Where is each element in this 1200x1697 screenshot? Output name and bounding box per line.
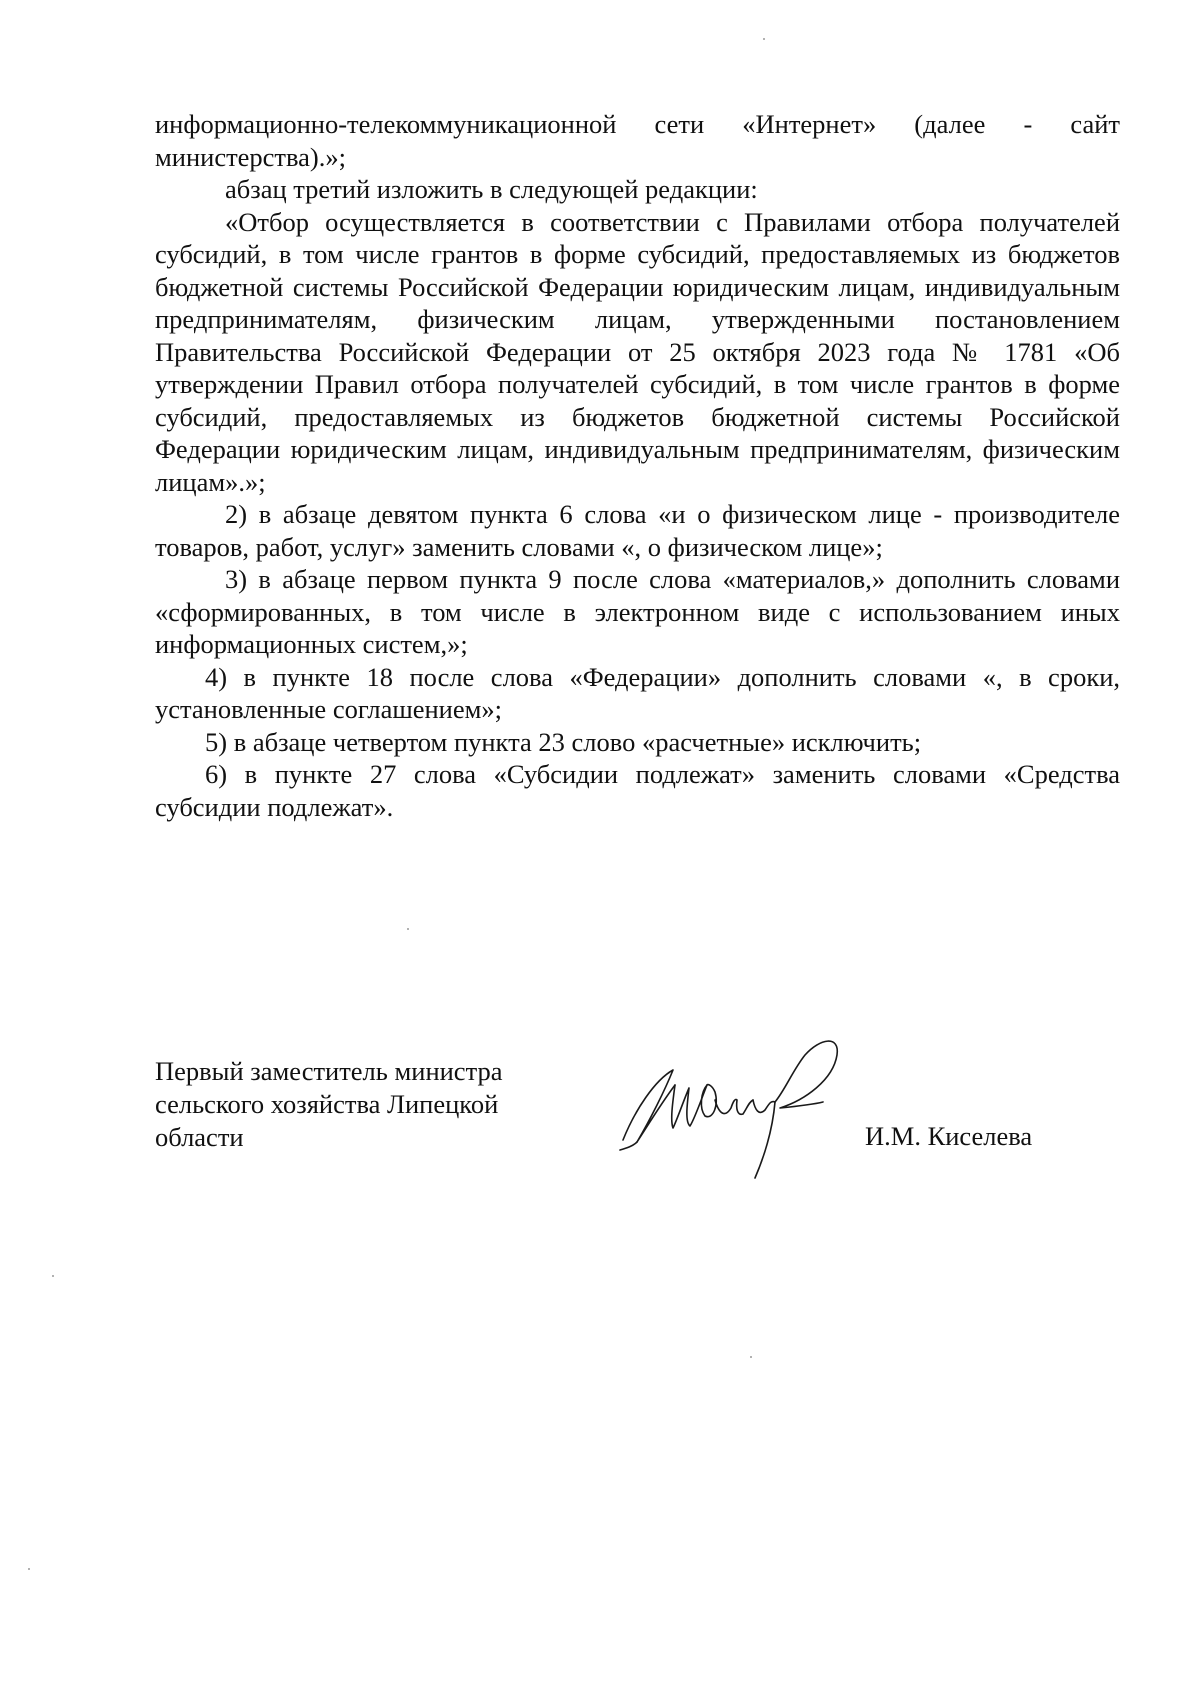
paragraph-item-5: 5) в абзаце четвертом пункта 23 слово «расчетные» исключить;: [205, 726, 922, 757]
signatory-position-line: Первый заместитель министра: [155, 1056, 503, 1086]
signatory-position-line: сельского хозяйства Липецкой: [155, 1089, 499, 1119]
paragraph-instruction: абзац третий изложить в следующей редакции:: [225, 174, 758, 204]
scan-speck: [763, 38, 765, 40]
paragraph-item-6: 6) в пункте 27 слова «Субсидии подлежат» заменить словами «Средства субсидии подлежат».: [155, 759, 1120, 822]
paragraph-item-2: 2) в абзаце девятом пункта 6 слова «и о физическом лице - производителе товаров, работ, услуг» заменить словами «, о физическом лице»;: [155, 499, 1120, 562]
paragraph-continuation: информационно-телекоммуникационной сети «Интернет» (далее - сайт министерства).»;: [155, 109, 1120, 172]
signatory-position: [155, 1055, 535, 1154]
scan-speck: [750, 1356, 752, 1358]
signatory-position-line: области: [155, 1122, 244, 1152]
handwritten-signature: [615, 1030, 865, 1180]
scan-speck: [28, 1568, 30, 1570]
scan-speck: [52, 1275, 54, 1277]
scan-speck: [407, 928, 409, 930]
document-body: [155, 108, 1120, 823]
paragraph-item-3: 3) в абзаце первом пункта 9 после слова «материалов,» дополнить словами «сформированных, в том числе в электронном виде с использованием иных информационных систем,»;: [155, 564, 1120, 659]
signatory-name: И.М. Киселева: [865, 1121, 1033, 1151]
paragraph-quoted-text: «Отбор осуществляется в соответствии с Правилами отбора получателей субсидий, в том числе грантов в форме субсидий, предоставляемых из бюджетов бюджетной системы Российской Федерации юридическим лицам, индивидуальным предпринимателям, физическим лицам, утвержденными постановлением Правительства Российской Федерации от 25 октября 2023 года № 1781 «Об утверждении Правил отбора получателей субсидий, в том числе грантов в форме субсидий, предоставляемых из бюджетов бюджетной системы Российской Федерации юридическим лицам, индивидуальным предпринимателям, физическим лицам».»;: [155, 206, 1120, 497]
paragraph-item-4: 4) в пункте 18 после слова «Федерации» дополнить словами «, в сроки, установленные соглашением»;: [155, 661, 1120, 724]
